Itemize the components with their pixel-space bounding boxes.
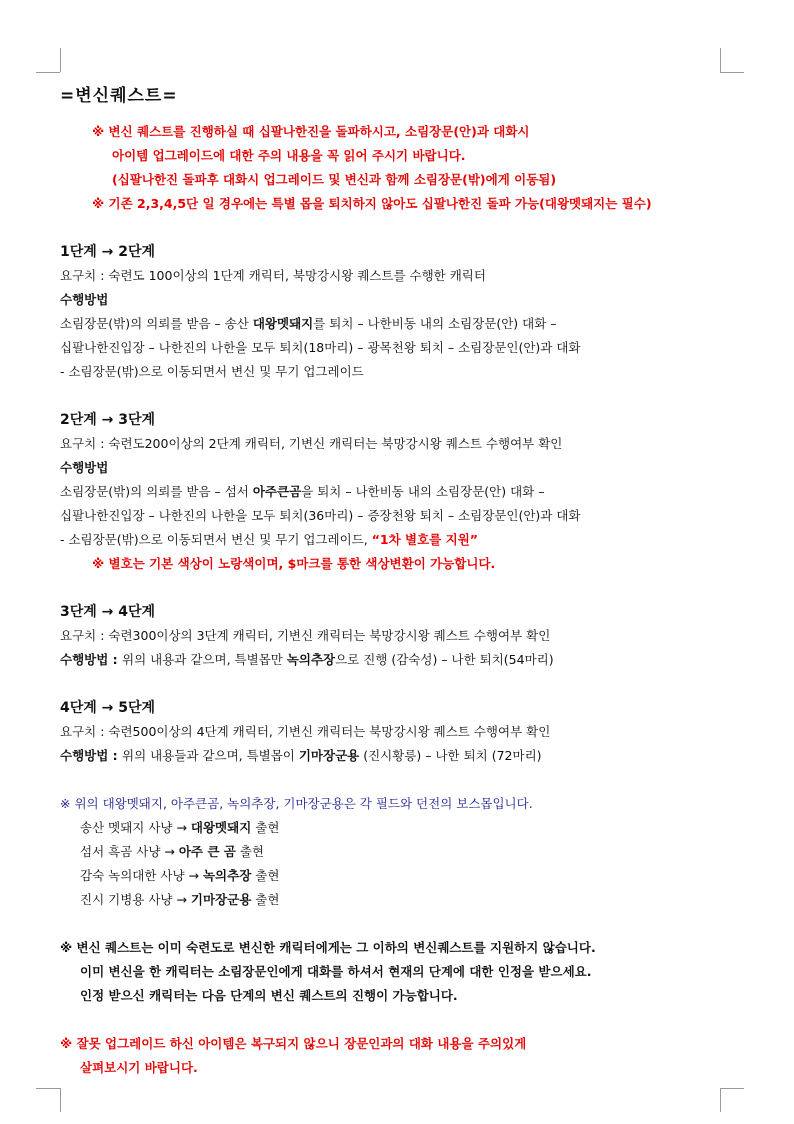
boss-note: ※ 위의 대왕멧돼지, 아주큰곰, 녹의추장, 기마장군용은 각 필드와 던전의 보스몹입니다. <box>60 796 533 811</box>
stage2-step-line-1: 소림장문(밖)의 의뢰를 받음 – 섬서 아주큰곰을 퇴치 – 나한비동 내의 소림장문(안) 대화 – <box>60 484 545 499</box>
boss-name: 대왕멧돼지 <box>252 316 314 331</box>
stage1-step-line-1: 소림장문(밖)의 의뢰를 받음 – 송산 대왕멧돼지를 퇴치 – 나한비동 내의 소림장문(안) 대화 – <box>60 316 557 331</box>
stage2-step-line-3: - 소림장문(밖)으로 이동되면서 변신 및 무기 업그레이드, “1차 별호를 지원” <box>60 532 478 547</box>
stage3-requirement: 요구치 : 숙련300이상의 3단계 캐릭터, 기변신 캐릭터는 북망강시왕 퀘스트 수행여부 확인 <box>60 628 551 643</box>
stage1-step-line-3: - 소림장문(밖)으로 이동되면서 변신 및 무기 업그레이드 <box>60 364 364 379</box>
stage1-step-line-2: 십팔나한진입장 – 나한진의 나한을 모두 퇴치(18마리) – 광목천왕 퇴치 – 소림장문인(안)과 대화 <box>60 340 581 355</box>
stage1-requirement: 요구치 : 숙련도 100이상의 1단계 캐릭터, 북망강시왕 퀘스트를 수행한 캐릭터 <box>60 268 486 283</box>
boss-name: 녹의추장 <box>202 868 252 883</box>
stage2-requirement: 요구치 : 숙련도200이상의 2단계 캐릭터, 기변신 캐릭터는 북망강시왕 퀘스트 수행여부 확인 <box>60 436 563 451</box>
boss-name: 녹의추장 <box>286 652 336 667</box>
boss-name: 아주큰곰 <box>252 484 302 499</box>
stage2-title-note: ※ 별호는 기본 색상이 노랑색이며, $마크를 통한 색상변환이 가능합니다. <box>92 556 496 571</box>
intro-line-1: ※ 변신 퀘스트를 진행하실 때 십팔나한진을 돌파하시고, 소림장문(안)과 대화시 <box>92 124 530 139</box>
stage4-heading: 4단계 → 5단계 <box>60 700 156 716</box>
boss-spawn-row: 섬서 흑곰 사냥 → 아주 큰 곰 출현 <box>80 844 264 859</box>
stage4-method: 수행방법 : 위의 내용들과 같으며, 특별몹이 기마장군용 (진시황릉) – 나한 퇴치 (72마리) <box>60 748 542 763</box>
warning-line-1: ※ 잘못 업그레이드 하신 아이템은 복구되지 않으니 장문인과의 대화 내용을 주의있게 <box>60 1036 527 1051</box>
intro-line-2: 아이템 업그레이드에 대한 주의 내용을 꼭 읽어 주시기 바랍니다. <box>112 148 466 163</box>
stage2-heading: 2단계 → 3단계 <box>60 412 156 428</box>
boss-name: 기마장군용 <box>190 892 252 907</box>
stage1-method-label: 수행방법 <box>60 292 109 307</box>
title-support-highlight: “1차 별호를 지원” <box>371 532 478 547</box>
stage3-heading: 3단계 → 4단계 <box>60 604 156 620</box>
boss-name: 대왕멧돼지 <box>190 820 252 835</box>
page-title: =변신퀘스트= <box>60 86 178 106</box>
stage3-method: 수행방법 : 위의 내용과 같으며, 특별몹만 녹의추장으로 진행 (감숙성) – 나한 퇴치(54마리) <box>60 652 554 667</box>
stage2-method-label: 수행방법 <box>60 460 109 475</box>
boss-name: 기마장군용 <box>298 748 360 763</box>
boss-spawn-row: 감숙 녹의대한 사냥 → 녹의추장 출현 <box>80 868 280 883</box>
intro-line-3: (십팔나한진 돌파후 대화시 업그레이드 및 변신과 함께 소림장문(밖)에게 이동됨) <box>112 172 557 187</box>
stage2-step-line-2: 십팔나한진입장 – 나한진의 나한을 모두 퇴치(36마리) – 증장천왕 퇴치 – 소림장문인(안)과 대화 <box>60 508 581 523</box>
boss-spawn-row: 진시 기병용 사냥 → 기마장군용 출현 <box>80 892 280 907</box>
stage1-heading: 1단계 → 2단계 <box>60 244 156 260</box>
notice-line-3: 인정 받으신 캐릭터는 다음 단계의 변신 퀘스트의 진행이 가능합니다. <box>80 988 458 1003</box>
boss-name: 아주 큰 곰 <box>178 844 236 859</box>
notice-line-1: ※ 변신 퀘스트는 이미 숙련도로 변신한 캐릭터에게는 그 이하의 변신퀘스트를 지원하지 않습니다. <box>60 940 596 955</box>
warning-line-2: 살펴보시기 바랍니다. <box>80 1060 198 1075</box>
intro-line-4: ※ 기존 2,3,4,5단 일 경우에는 특별 몹을 퇴치하지 않아도 십팔나한진 돌파 가능(대왕멧돼지는 필수) <box>92 196 652 211</box>
stage4-requirement: 요구치 : 숙련500이상의 4단계 캐릭터, 기변신 캐릭터는 북망강시왕 퀘스트 수행여부 확인 <box>60 724 551 739</box>
notice-line-2: 이미 변신을 한 캐릭터는 소림장문인에게 대화를 하셔서 현재의 단계에 대한 인정을 받으세요. <box>80 964 592 979</box>
boss-spawn-row: 송산 멧돼지 사냥 → 대왕멧돼지 출현 <box>80 820 280 835</box>
